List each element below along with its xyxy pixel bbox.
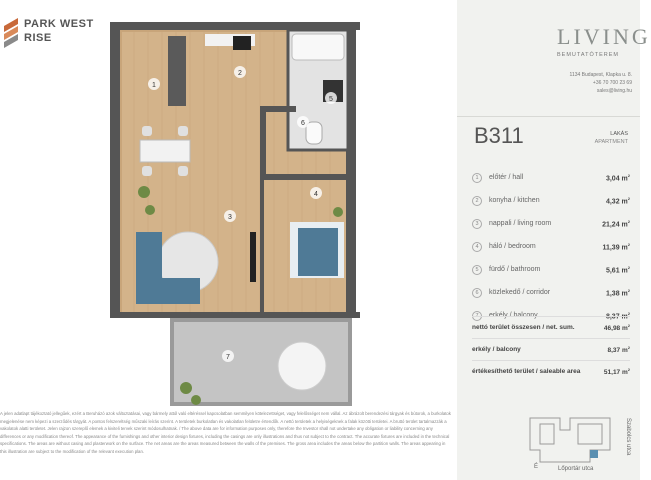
- unit-code: B311: [474, 123, 524, 148]
- room-name: nappali / living room: [489, 220, 552, 227]
- room-row: [472, 212, 630, 235]
- brand-name: LIVING: [557, 24, 651, 49]
- room-row: [472, 258, 630, 281]
- room-name: fürdő / bathroom: [489, 266, 541, 273]
- summary-label: erkély / balcony: [472, 346, 521, 353]
- room-area: 1,38 $m^2$: [605, 287, 630, 298]
- floor-plan: [110, 22, 360, 407]
- summary-label: értékesíthető terület / saleable area: [472, 368, 581, 375]
- room-number: 5: [472, 265, 482, 275]
- site-map: [520, 410, 635, 472]
- plan-label-1: 1: [152, 82, 156, 89]
- room-row: [472, 235, 630, 258]
- area-summary: [472, 316, 630, 382]
- plan-label-7: 7: [226, 354, 230, 361]
- email-line: sales@living.hu: [596, 88, 632, 94]
- plan-label-6: 6: [301, 120, 305, 127]
- summary-value: 8,37 $m^2$: [607, 344, 630, 355]
- brand-logo: [4, 16, 114, 56]
- logo-line-2: RISE: [24, 32, 52, 44]
- room-list: [472, 166, 630, 327]
- room-row: [472, 189, 630, 212]
- summary-value: 51,17 $m^2$: [603, 366, 630, 377]
- address-line: 1134 Budapest, Klapka u. 8.: [569, 72, 632, 78]
- room-row: [472, 281, 630, 304]
- plan-label-2: 2: [238, 70, 242, 77]
- room-row: [472, 166, 630, 189]
- room-name: közlekedő / corridor: [489, 289, 551, 296]
- contact-address: [570, 71, 632, 95]
- unit-type: [595, 130, 628, 146]
- room-name: háló / bedroom: [489, 243, 536, 250]
- plan-label-3: 3: [228, 214, 232, 221]
- room-area: 3,04 $m^2$: [605, 172, 630, 183]
- room-area: 5,61 $m^2$: [605, 264, 630, 275]
- street-name-right: Szabolcs utca: [625, 418, 631, 456]
- summary-label: nettó terület összesen / net. sum.: [472, 324, 575, 331]
- plan-label-4: 4: [314, 191, 318, 198]
- room-area: 8,37 $m^2$: [605, 310, 630, 321]
- brand-subtitle: BEMUTATÓTEREM: [557, 52, 619, 58]
- summary-value: 46,98 $m^2$: [603, 322, 630, 333]
- room-name: előtér / hall: [489, 174, 524, 181]
- room-number: 7: [472, 311, 482, 321]
- compass-label: É: [534, 464, 539, 470]
- room-number: 3: [472, 219, 482, 229]
- room-area: 21,24 $m^2$: [602, 218, 630, 229]
- unit-info-panel: [457, 0, 651, 480]
- room-area: 4,32 $m^2$: [605, 195, 630, 206]
- room-area: 11,39 $m^2$: [602, 241, 630, 252]
- summary-row: [472, 360, 630, 382]
- summary-row: [472, 338, 630, 360]
- room-name: erkély / balcony: [489, 312, 538, 319]
- unit-type-en: APARTMENT: [594, 139, 628, 145]
- plan-label-5: 5: [329, 96, 333, 103]
- logo-line-1: PARK WEST: [24, 18, 94, 30]
- room-name: konyha / kitchen: [489, 197, 540, 204]
- summary-row: [472, 316, 630, 338]
- room-number: 1: [472, 173, 482, 183]
- street-name-bottom: Lőportár utca: [558, 466, 594, 472]
- logo-mark-icon: [4, 16, 22, 52]
- room-number: 4: [472, 242, 482, 252]
- room-number: 2: [472, 196, 482, 206]
- room-number: 6: [472, 288, 482, 298]
- unit-type-hu: LAKÁS: [610, 131, 628, 137]
- phone-line: +36 70 700 23 69: [592, 80, 632, 86]
- disclaimer-text: A jelen adatlapt tájékoztató jellegűek, ezért a Beruházó azok változtatásai, vagy bármely attól való eltéréssel kapcsolatban semmilyen kötelezettséget, vagy felelősséget nem vállal. Az ábrázolt berendezési tárgyak és bútorok, a burkolatok megjelenése nem képezi a szerződés tárgyát. A pontos felszereltség műszaki leírás szerint. A területek burkolatlan és vakolatlan felületre értendők. A nettó területek a helyiségeknek a falak közötti területei. A bruttó terület tartalmazzák a vakolatok alatti területet. Jelen rajzon szereplő elemek a kiviteli tervek szerint módosulhatnak. / The above data are for information purposes only, therefore the Investor shall not undertake any obligation or liability concerning any differences or any modification thereof. The appearance of the furnishings and other interior design fixtures, including the casings are only illustrations and thus not subject to the contract. The accurate fixtures are included in the technical specifications. The areas are without casing and plasterwork on the surface. The net areas are the areas measured between the walls of the premises. The gross area includes the areas below the partition walls. The areas appearing in this illustration are subject to the modification of the relevant execution plan.: [0, 411, 451, 454]
- divider: [457, 116, 640, 117]
